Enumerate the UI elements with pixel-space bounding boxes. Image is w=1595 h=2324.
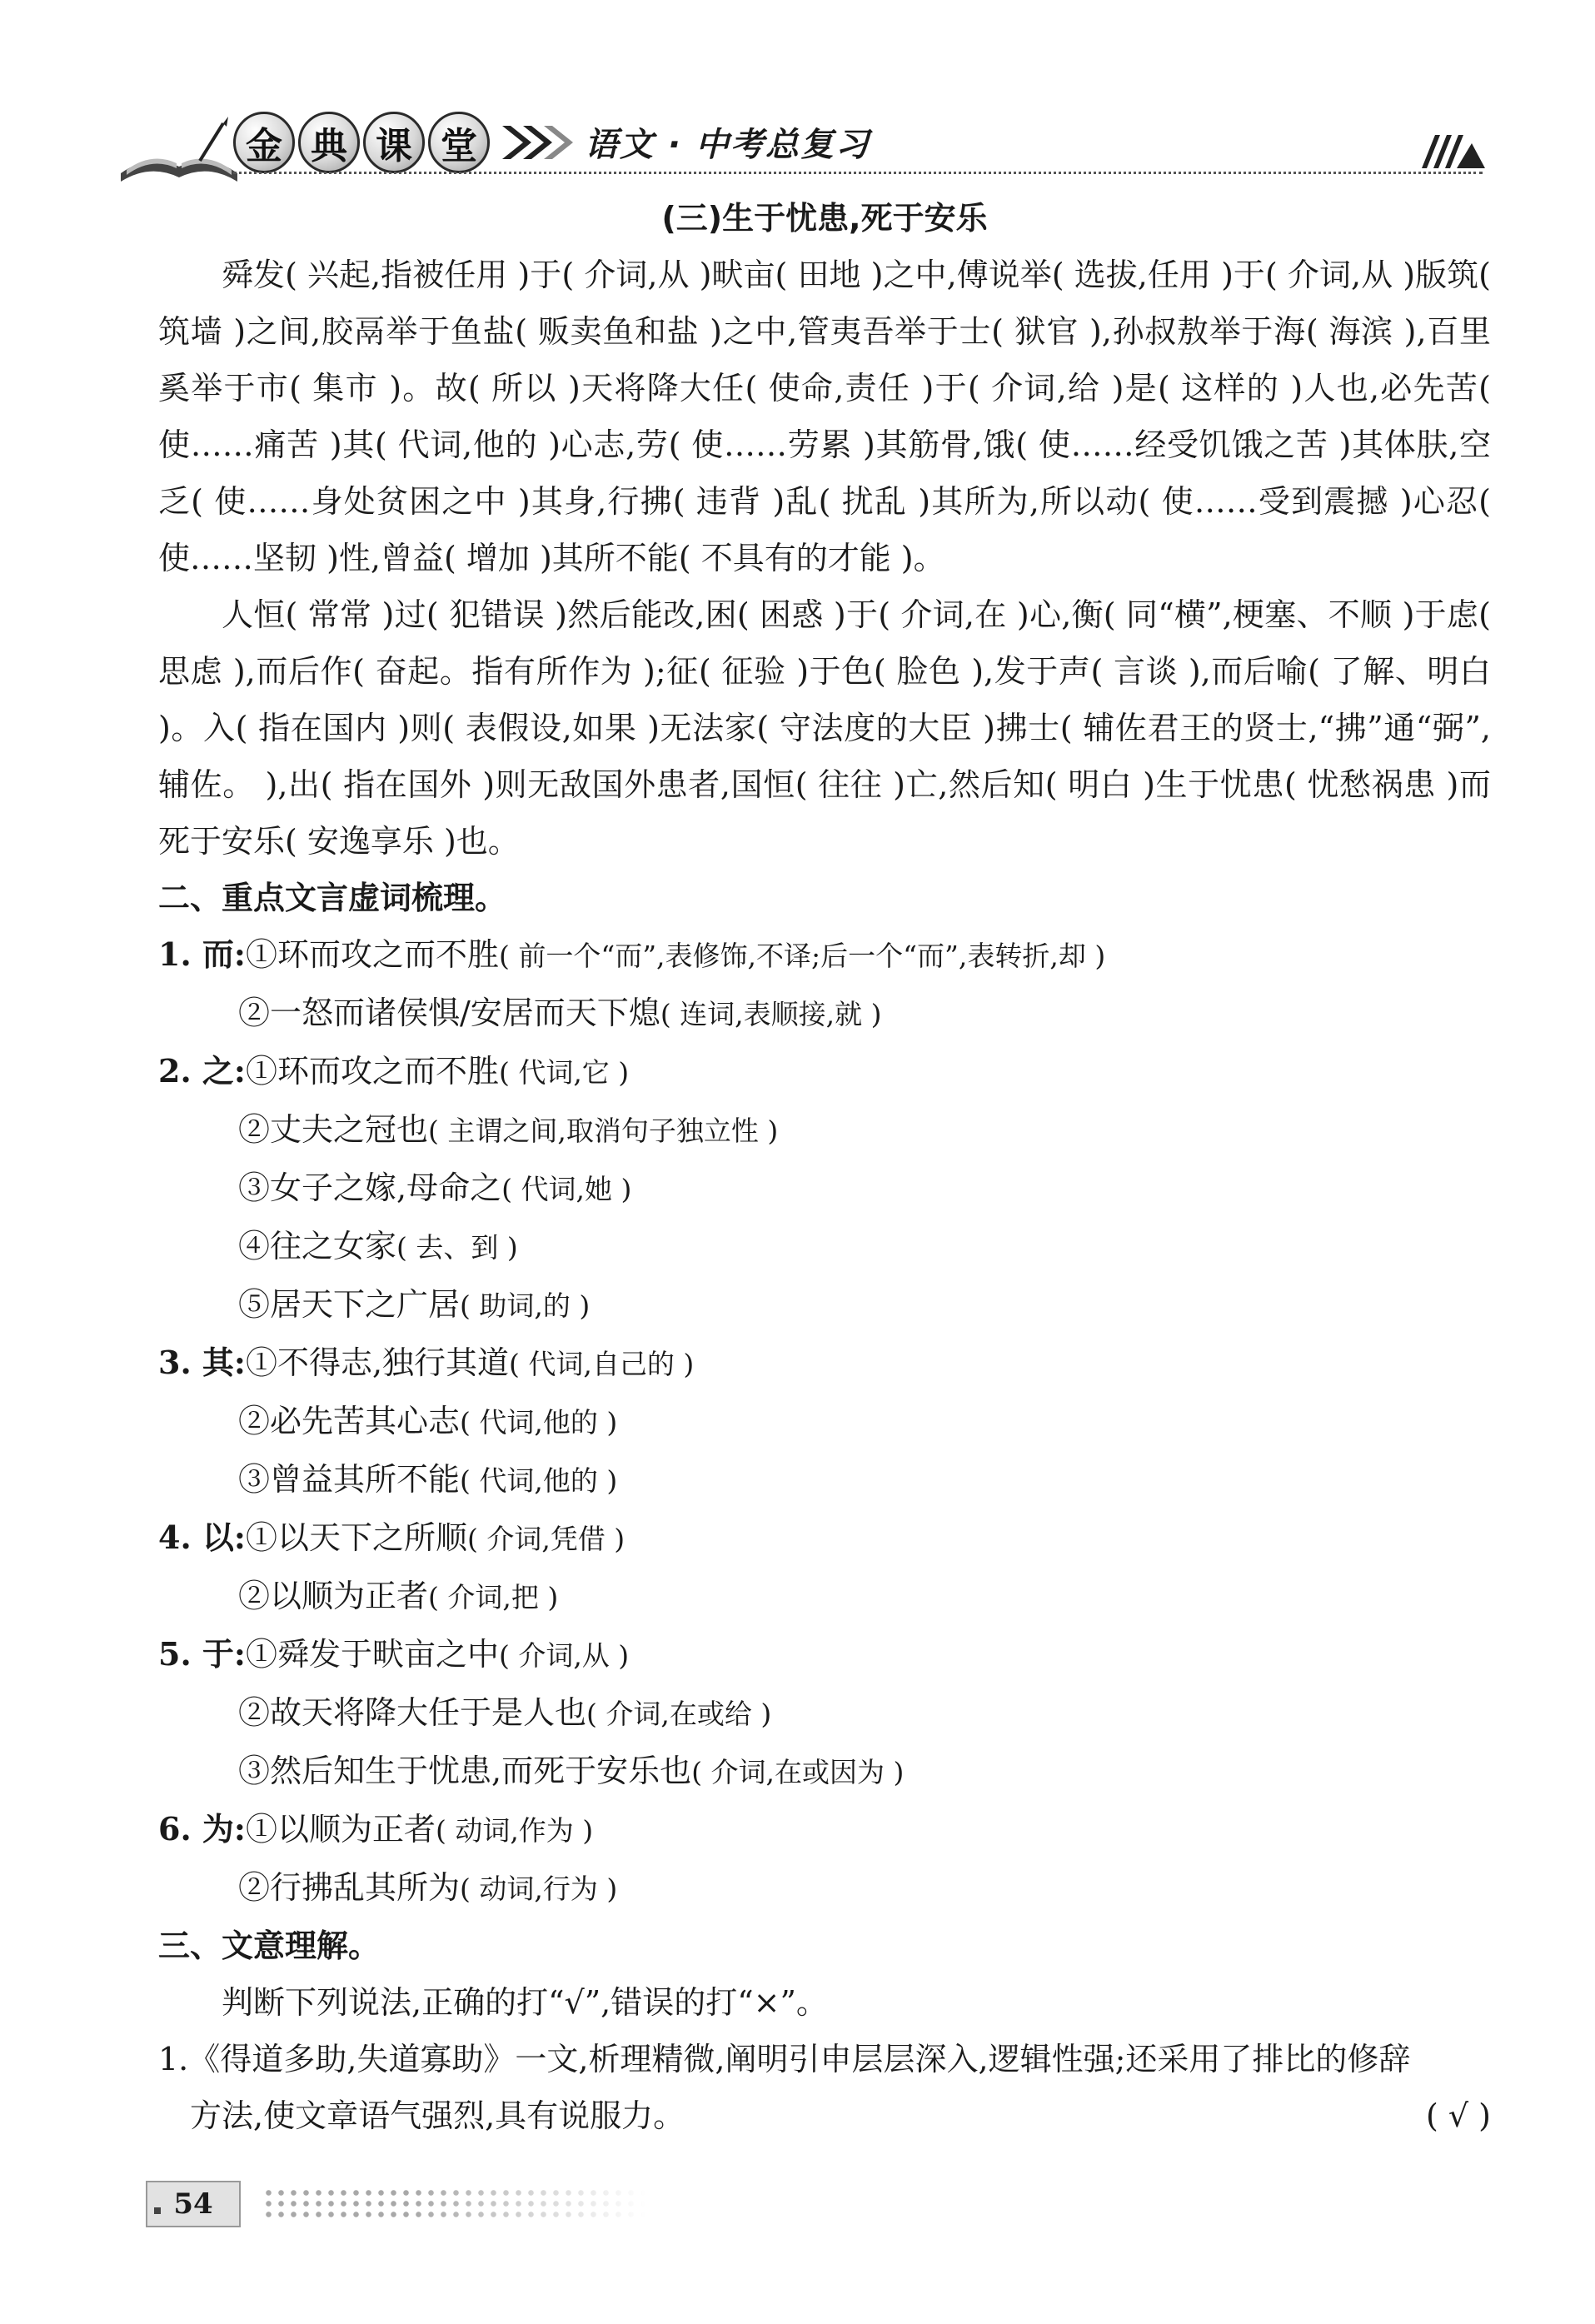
- header-divider: [233, 172, 1483, 174]
- example-sentence: ③女子之嫁,母命之: [238, 1169, 502, 1206]
- page-content: [158, 190, 1491, 2144]
- example-sentence: ①舜发于畎亩之中: [245, 1636, 499, 1673]
- function-word-group: [158, 1626, 1491, 1801]
- example-sentence: ③曾益其所不能: [238, 1461, 461, 1498]
- function-word-item: [158, 1626, 1491, 1684]
- page-header: [117, 98, 1487, 190]
- example-sentence: ①以顺为正者: [245, 1811, 436, 1848]
- item-label: 1. 而:: [158, 935, 246, 973]
- example-sentence: ⑤居天下之广居: [238, 1286, 461, 1323]
- answer-note: ( 介词,从 ): [498, 1639, 630, 1672]
- brand-char: 典: [298, 112, 360, 173]
- function-word-item: [238, 1101, 1491, 1160]
- answer-note: ( 介词,在或给 ): [586, 1698, 772, 1730]
- function-word-item: [158, 1334, 1491, 1393]
- instruction-text: 判断下列说法,正确的打“√”,错误的打“×”。: [222, 1984, 828, 2021]
- answer-note: ( 代词,自己的 ): [509, 1348, 695, 1380]
- function-word-item: [238, 1451, 1491, 1509]
- function-word-item: [238, 1276, 1491, 1334]
- function-word-group: [158, 1801, 1491, 1918]
- function-word-item: [158, 1801, 1491, 1859]
- function-word-item: [238, 1743, 1491, 1801]
- function-word-group: [158, 1509, 1491, 1626]
- function-word-item: [238, 985, 1491, 1043]
- section-heading: 三、文意理解。: [158, 1928, 381, 1964]
- function-word-item: [158, 1509, 1491, 1568]
- function-word-item: [158, 926, 1491, 985]
- brand-char: 课: [363, 112, 425, 173]
- function-word-item: [238, 1568, 1491, 1626]
- item-label: 2. 之:: [158, 1052, 246, 1090]
- example-sentence: ④往之女家: [238, 1228, 397, 1264]
- subject-title: 语文 · 中考总复习: [585, 126, 871, 164]
- example-sentence: ②行拂乱其所为: [238, 1869, 461, 1906]
- answer-note: ( 主谓之间,取消句子独立性 ): [428, 1115, 779, 1147]
- judgment-question-continued: [158, 2087, 1491, 2144]
- example-sentence: ②故天将降大任于是人也: [238, 1694, 587, 1731]
- answer-note: ( 代词,它 ): [498, 1056, 630, 1089]
- example-sentence: ②丈夫之冠也: [238, 1111, 429, 1148]
- brand-title: [233, 112, 490, 173]
- annotated-paragraph: 人恒( 常常 )过( 犯错误 )然后能改,困( 困惑 )于( 介词,在 )心,衡( 同“横”,梗塞、不顺 )于虑( 思虑 ),而后作( 奋起。指有所作为 );征( 征验 )于色( 脸色 ),发于声( 言谈 ),而后喻( 了解、明白 )。入( 指在国内 )则( 表假设,如果 )无法家( 守法度的大臣 )拂士( 辅佐君王的贤士,“拂”通“弼”,辅佐。 ),出( 指在国外 )则无敌国外患者,国恒( 往往 )亡,然后知( 明白 )生于忧患( 忧愁祸患 )而死于安乐( 安逸享乐 )也。: [158, 596, 1491, 860]
- open-book-icon: [117, 115, 242, 186]
- function-word-item: [158, 1043, 1491, 1101]
- example-sentence: ②一怒而诸侯惧/安居而天下熄: [238, 995, 660, 1031]
- page-footer: [146, 2181, 895, 2231]
- function-word-item: [238, 1218, 1491, 1276]
- function-word-group: [158, 1334, 1491, 1509]
- item-label: 5. 于:: [158, 1635, 246, 1673]
- answer-note: ( 去、到 ): [396, 1231, 518, 1264]
- function-word-item: [238, 1859, 1491, 1918]
- answer-note: ( 动词,行为 ): [460, 1873, 618, 1905]
- example-sentence: ②以顺为正者: [238, 1578, 429, 1614]
- question-text: 方法,使文章语气强烈,具有说服力。: [190, 2097, 685, 2134]
- item-label: 3. 其:: [158, 1344, 246, 1381]
- annotated-paragraph: 舜发( 兴起,指被任用 )于( 介词,从 )畎亩( 田地 )之中,傅说举( 选拔,任用 )于( 介词,从 )版筑( 筑墙 )之间,胶鬲举于鱼盐( 贩卖鱼和盐 )之中,管夷吾举于士( 狱官 ),孙叔敖举于海( 海滨 ),百里奚举于市( 集市 )。故( 所以 )天将降大任( 使命,责任 )于( 介词,给 )是( 这样的 )人也,必先苦( 使……痛苦 )其( 代词,他的 )心志,劳( 使……劳累 )其筋骨,饿( 使……经受饥饿之苦 )其体肤,空乏( 使……身处贫困之中 )其身,行拂( 违背 )乱( 扰乱 )其所为,所以动( 使……受到震撼 )心忍( 使……坚韧 )性,曾益( 增加 )其所不能( 不具有的才能 )。: [158, 257, 1491, 576]
- function-word-item: [238, 1393, 1491, 1451]
- stripes-triangle-icon: [1420, 132, 1487, 170]
- answer-note: ( 动词,作为 ): [435, 1814, 594, 1847]
- function-word-item: [238, 1160, 1491, 1218]
- example-sentence: ①环而攻之而不胜: [245, 936, 499, 973]
- answer-note: ( 代词,他的 ): [460, 1464, 618, 1497]
- function-word-group: [158, 926, 1491, 1043]
- item-label: 6. 为:: [158, 1810, 246, 1848]
- answer-note: ( 介词,在或因为 ): [691, 1756, 905, 1788]
- page-number: 54: [146, 2181, 241, 2227]
- brand-char: 金: [233, 112, 295, 173]
- item-label: 4. 以:: [158, 1519, 246, 1556]
- example-sentence: ③然后知生于忧患,而死于安乐也: [238, 1753, 692, 1789]
- answer-note: ( 代词,她 ): [501, 1173, 632, 1205]
- answer-note: ( 介词,把 ): [428, 1581, 559, 1613]
- example-sentence: ①以天下之所顺: [245, 1519, 467, 1556]
- judgment-question: 1.《得道多助,失道寡助》一文,析理精微,阐明引申层层深入,逻辑性强;还采用了排比的修辞: [158, 2041, 1411, 2077]
- function-word-item: [238, 1684, 1491, 1743]
- answer-note: ( 连词,表顺接,就 ): [660, 998, 882, 1030]
- brand-char: 堂: [428, 112, 490, 173]
- section-heading: 二、重点文言虚词梳理。: [158, 880, 507, 916]
- answer-note: ( 代词,他的 ): [460, 1406, 618, 1439]
- double-chevron-icon: [498, 122, 573, 163]
- example-sentence: ②必先苦其心志: [238, 1403, 461, 1439]
- example-sentence: ①环而攻之而不胜: [245, 1053, 499, 1090]
- example-sentence: ①不得志,独行其道: [245, 1344, 510, 1381]
- section-title: (三)生于忧患,死于安乐: [661, 200, 988, 237]
- dot-pattern: [262, 2187, 645, 2221]
- answer-note: ( 助词,的 ): [460, 1289, 591, 1322]
- answer-note: ( 介词,凭借 ): [466, 1523, 626, 1555]
- answer-note: ( 前一个“而”,表修饰,不译;后一个“而”,表转折,却 ): [498, 940, 1106, 972]
- answer-mark: ( √ ): [1425, 2097, 1491, 2134]
- function-word-group: [158, 1043, 1491, 1334]
